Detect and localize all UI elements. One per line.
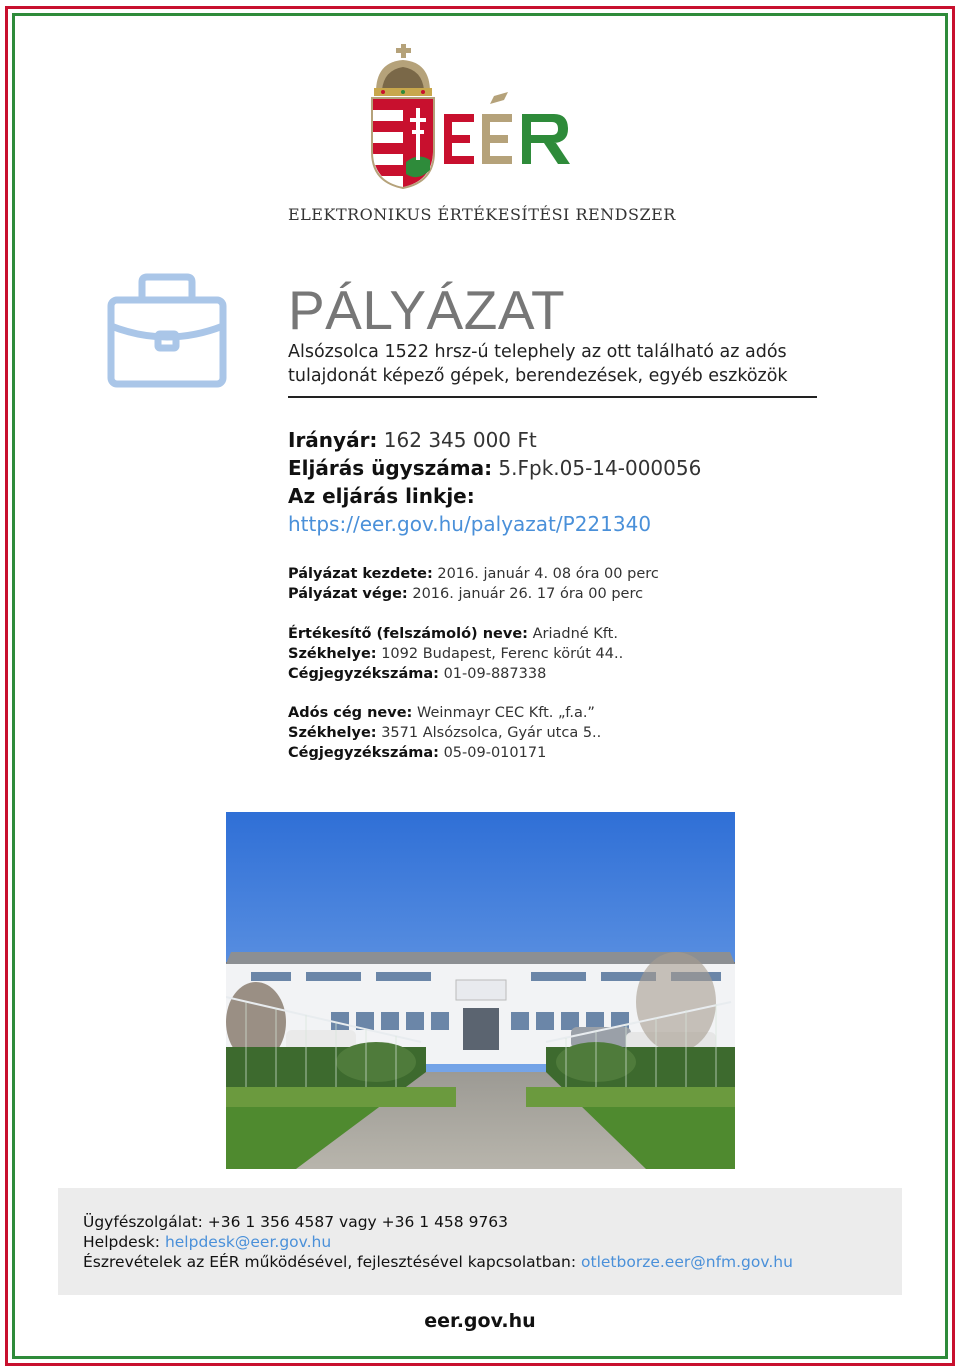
property-photo (226, 812, 735, 1169)
subtitle-line-2: tulajdonát képező gépek, berendezések, egyéb eszközök (288, 366, 788, 386)
seller-reg-value: 01-09-887338 (443, 666, 547, 682)
eer-lettermark (444, 92, 570, 164)
feedback-line (83, 1252, 793, 1272)
link-value-row (288, 510, 651, 538)
case-row (288, 454, 701, 482)
price-label: Irányár: (288, 428, 378, 452)
helpdesk-email-link[interactable]: helpdesk@eer.gov.hu (164, 1233, 332, 1251)
end-label: Pályázat vége: (288, 586, 408, 602)
start-label: Pályázat kezdete: (288, 566, 433, 582)
start-row (288, 564, 659, 584)
crown-icon (374, 44, 432, 96)
procedure-link[interactable]: https://eer.gov.hu/palyazat/P221340 (288, 512, 652, 536)
helpdesk-label: Helpdesk: (83, 1233, 160, 1251)
case-label: Eljárás ügyszáma: (288, 456, 493, 480)
end-row (288, 584, 643, 604)
price-value: 162 345 000 Ft (383, 428, 537, 452)
logo-subtitle: ELEKTRONIKUS ÉRTÉKESÍTÉSI RENDSZER (288, 205, 676, 224)
link-row (288, 482, 475, 510)
debtor-name-value: Weinmayr CEC Kft. „f.a.” (416, 705, 595, 721)
debtor-seat-label: Székhelye: (288, 725, 377, 741)
seller-seat-row (288, 644, 623, 664)
subtitle-line-1: Alsózsolca 1522 hrsz-ú telephely az ott található az adós (288, 342, 787, 362)
feedback-label: Észrevételek az EÉR működésével, fejlesztésével kapcsolatban: (83, 1253, 577, 1271)
eer-logo (368, 42, 578, 192)
coat-of-arms-shield (372, 98, 434, 188)
price-row (288, 426, 537, 454)
debtor-seat-value: 3571 Alsózsolca, Gyár utca 5.. (381, 725, 602, 741)
debtor-reg-value: 05-09-010171 (443, 745, 547, 761)
page-subtitle (288, 340, 818, 388)
case-value: 5.Fpk.05-14-000056 (498, 456, 702, 480)
helpdesk-line (83, 1232, 331, 1252)
debtor-name-row (288, 703, 595, 723)
debtor-seat-row (288, 723, 601, 743)
seller-reg-label: Cégjegyzékszáma: (288, 666, 439, 682)
title-divider (288, 396, 817, 398)
seller-seat-label: Székhelye: (288, 646, 377, 662)
briefcase-icon (106, 272, 228, 390)
page-title: PÁLYÁZAT (288, 279, 566, 341)
feedback-email-link[interactable]: otletborze.eer@nfm.gov.hu (581, 1253, 793, 1271)
debtor-reg-label: Cégjegyzékszáma: (288, 745, 439, 761)
start-value: 2016. január 4. 08 óra 00 perc (437, 566, 659, 582)
seller-name-label: Értékesítő (felszámoló) neve: (288, 626, 528, 642)
site-url[interactable]: eer.gov.hu (424, 1310, 536, 1332)
seller-seat-value: 1092 Budapest, Ferenc körút 44.. (381, 646, 624, 662)
debtor-name-label: Adós cég neve: (288, 705, 413, 721)
seller-name-row (288, 624, 618, 644)
seller-name-value: Ariadné Kft. (532, 626, 618, 642)
debtor-reg-row (288, 743, 546, 763)
customer-service-line: Ügyfészolgálat: +36 1 356 4587 vagy +36 1 458 9763 (83, 1213, 509, 1231)
link-label: Az eljárás linkje: (288, 484, 475, 508)
end-value: 2016. január 26. 17 óra 00 perc (412, 586, 644, 602)
seller-reg-row (288, 664, 546, 684)
